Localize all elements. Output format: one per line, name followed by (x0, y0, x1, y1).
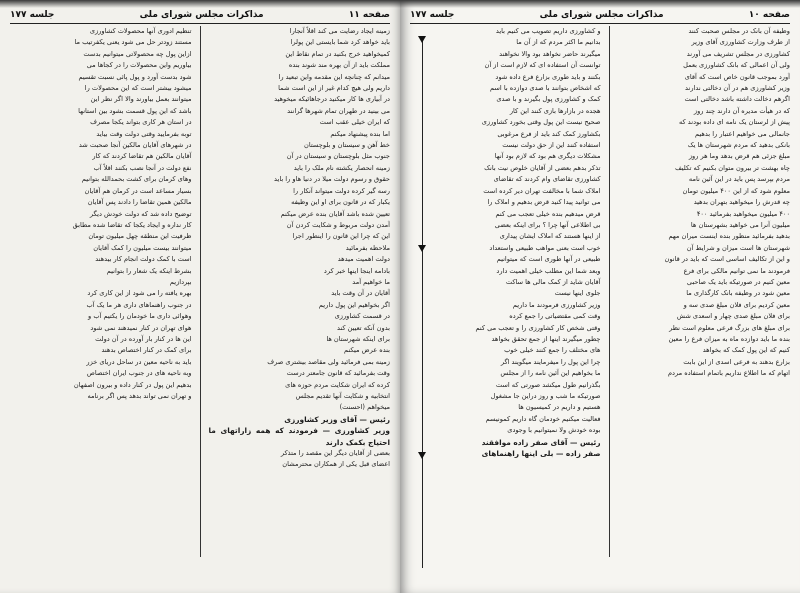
session-number: جلسه ۱۷۷ (410, 10, 455, 20)
text-line: بکشاورز کمک کند باید از فرع مرغوبی (497, 129, 601, 138)
text-line: که در هیأت مدیره آن دارند چند روز (693, 106, 790, 115)
text-line: معلوم شود که از این ۴۰۰ میلیون تومان (682, 186, 790, 195)
column-right (618, 26, 791, 557)
text-line: که ایران خیلی عقب است (319, 118, 390, 127)
text-line: ولی آن اعمالی که بانک کشاورزی بعمل (683, 61, 790, 70)
text-line: کار نداره و ایجاد یکجا که تقاضا شده مطابق (72, 220, 192, 229)
text-line: بی اطلاعی آنها چرا ؟ برای اینکه بعضی (494, 220, 601, 229)
text-line: بپردازیم (169, 277, 192, 286)
text-line: فعالیت میکنیم خودمان گاه داریم کمونیسم (485, 414, 601, 423)
text-line: در قسمت کشاورزی (334, 312, 390, 321)
text-line: آقایان مالکین هم تقاضا کردند که کار (92, 152, 192, 161)
running-title: مذاکرات مجلس شورای ملی (539, 10, 664, 20)
text-line: میتوانند بعمل بیاورند والا اگر نظر این (90, 95, 192, 104)
text-line: توضیح داده شد که دولت خودش دیگر (89, 209, 192, 218)
header-rule (10, 23, 390, 24)
text-line: کرده که ایران شکایت مردم حوزه های (285, 380, 390, 389)
text-line: بدهیم این پول در کنار داده و بیرون اصفهان (73, 380, 192, 389)
text-line: می بینید در طهران تمام شهرها گرانند (287, 106, 390, 115)
column-right (209, 26, 391, 557)
page-number: صفحه ۱۰ (748, 10, 790, 20)
margin-rule (422, 38, 423, 568)
text-line: از طرف وزارت کشاورزی آقای وزیر (691, 38, 790, 47)
text-line: بنده عرض میکنم (343, 346, 390, 355)
text-line: هجده در بازارها بازی کنند این کار (509, 106, 601, 115)
text-line: ۴۰۰ میلیون میخواهید بفرمائید ۴۰۰ (696, 209, 790, 218)
text-line: برای فلان مبلغ صدی چهار و اسعدی شش (676, 312, 790, 321)
margin-marker-icon (418, 245, 426, 252)
text-columns (428, 26, 790, 557)
text-line: بادامه اینجا اینها خبر کرد (323, 266, 390, 275)
text-line: اما بنده پیشنهاد میکنم (330, 129, 390, 138)
text-line: که اشخاص بتوانند با صدی دوازده با اسم (490, 84, 601, 93)
text-line: بوده خودش ولا نمیتوانیم با وجودی (507, 426, 601, 435)
text-line: در شهرهای آقایان مالکین آنجا صحبت شد (78, 141, 192, 150)
text-line: چطور میگیرند اینها از جمع تحقق بخواهد (491, 334, 601, 343)
text-line: معین شود در وظیفه بانک کارگذاری ما (686, 289, 790, 298)
text-line: این ها در کنار بار آورده در آن دولت (95, 334, 192, 343)
text-line: و کشاورزی داریم تصویب می کنیم باید (495, 27, 601, 35)
text-line: از اینها هستند که املاک ایشان پیداری (499, 232, 601, 241)
text-line: میتوانند بیست میلیون را کمک آقایان (93, 243, 192, 252)
text-line: چرا این پول را میفرمایند میگویند اگر (500, 357, 601, 366)
text-line: میدانم که چنانچه این مقدمه واین تبعید را (278, 72, 390, 81)
text-line: بنده ما باید دوازده ماه به میزان فرع را معین (668, 334, 790, 343)
text-line: وهای کرمان برای کشت بحمدالله بتوانیم (81, 175, 192, 184)
text-line: اگرهم دخالت داشته باشد دخالتی است (684, 95, 790, 104)
text-line: ما خواهیم آمد (352, 277, 390, 286)
text-line: توانست آن استفاده ای که لازم است از آن (484, 61, 601, 70)
text-line: برای مبلغ های بزرگ فرعی معلوم است نظر (669, 323, 790, 332)
text-line: شود بدست آورد و پول پائی نسبت تقسیم (78, 72, 192, 81)
text-line: و تهران نمی تواند بدهد پس اگر برنامه (87, 392, 192, 400)
text-columns (10, 26, 390, 557)
text-line: زمینه انحصار یکشته نام ملک را باید (293, 163, 390, 172)
text-line: تذکر بدهم بعضی از آقایان خلوص نیت بانک (484, 163, 601, 172)
text-line: چاه بهشت تر بیرون متوان بکنیم که تکلیف (674, 163, 790, 172)
text-line: جانمالی می خواهیم اعتبار را بدهیم (694, 129, 790, 138)
text-line: وزیر کشاورزی فرمودند ما داریم (512, 300, 601, 309)
text-line: هوای تهران در کنار نمیدهند نمی شود (90, 323, 192, 332)
text-line: تنظیم ادوری آنها محصولات کشاورزی (89, 27, 192, 35)
speaker-heading: صفر زاده — بلی اینها راهنماهای (481, 449, 601, 459)
text-line: رسه گیر کرده دولت میتواند آنکار را (293, 186, 390, 195)
text-line: ظرفیت این منطقه چهل میلیون تومان (88, 232, 192, 241)
text-line: نفع دولت در آنجا نصب بکنند اقلاً آب (93, 163, 192, 172)
text-line: مستند زودتر حل می شود یعنی یکفرتیب ما (74, 38, 192, 47)
text-line: کمک و کشاورزی پول بگیرند و با صدی (496, 95, 601, 104)
text-line: خط آهن و سیستان و بلوچستان (304, 141, 390, 150)
text-line: معین کنیم در صورتیکه باید یک صاحبی (686, 277, 790, 286)
speaker-heading: وزیر کشاورزی — فرمودند که همه زاراتهای ما احتیاج بکمک دارند (208, 426, 390, 447)
text-line: املاک شما با مخالفت تهران دیر کرده است (483, 186, 601, 195)
text-line: میشود بیشتر است که این محصولات را (84, 84, 192, 93)
text-line: یکبار که در قانون برای او این وظیفه (291, 198, 390, 207)
text-line: مبلغ جزئی هم قرض بدهد وما هر روز (688, 152, 790, 161)
text-line: باشد که این پول قسمت بشود بین استانها (78, 106, 192, 115)
text-line: مردم بپرسد پس باید در این آئین نامه (688, 175, 790, 184)
text-line: زمینه ایجاد رضایت می کند اقلاً آنجارا (289, 27, 390, 35)
text-line: در استان هر کاری بتواند یکجا مصرف (90, 118, 192, 127)
page-header (10, 8, 390, 22)
text-line: برای کمک در کنار اختصاص بدهند (101, 346, 192, 355)
text-line: میلیون آنرا می خواهید بشهرستان ها (690, 220, 790, 229)
text-line: بدانیم ما اکثر مردم که از آن ما (516, 38, 601, 47)
text-line: بانکی بدهید که مردم شهرستان ها یک (687, 141, 790, 150)
text-line: صحیح نیست این پول وقتی بخورد کشاورزی (481, 118, 601, 127)
text-line: استفاده کنند این از حق دولت نیست (502, 141, 601, 150)
page-10 (400, 0, 800, 593)
text-line: آمدن دولت مربوط و شکایت کردن آن (286, 220, 390, 229)
text-line: انتخابیه و شکایت آنها تقدیم مجلس (295, 392, 390, 400)
scan-shadow (400, 0, 800, 8)
text-line: آقایان در آن وقت باید (331, 289, 390, 298)
page-number: صفحه ۱۱ (348, 10, 390, 20)
text-line: در آبیاری ها کار میکنید درجاهائیکه میخوهید (274, 95, 390, 104)
text-line: جنوب مثل بلوچستان و سیستان در آن (286, 152, 390, 161)
text-line: ازاین پول چه محصولاتی میتوانیم بدست (83, 49, 192, 58)
text-line: اعضای قبل یکی از همکاران محترمشان (282, 460, 390, 469)
text-line: چه قدرش را میخواهید بتهران بدهید (693, 198, 790, 207)
text-line: فرمودند ما نمی توانیم مالکی برای فرع (683, 266, 790, 275)
session-number: جلسه ۱۷۷ (10, 10, 55, 20)
header-rule (410, 23, 790, 24)
text-line: ملاحظه بفرمائید (345, 243, 390, 252)
text-line: معین کردیم برای فلان مبلغ صدی سه و (683, 300, 790, 309)
text-line: خوب است بعنی مواهب طبیعی واستعداد (489, 243, 601, 252)
text-line: برای اینکه شهرستان ها (326, 334, 390, 343)
scan-shadow (0, 0, 400, 8)
text-line: هستیم و داریم در کمیسیون ها (518, 403, 601, 412)
text-line: میخواهم (احسنت) (339, 403, 390, 412)
text-line: باید خواهد کرد شما بایستی این پولرا (290, 38, 390, 47)
speaker-heading: رئیس — آقای صفر زاده موافقند (481, 437, 601, 447)
text-line: آقایان شاید از کمک مالی ها ساکت (505, 277, 601, 286)
text-line: پیش از لرستان یک نامه ای داده بودند که (679, 118, 790, 127)
text-line: وبه ناحیه های در جنوب ایران اختصاص (86, 369, 192, 378)
text-line: ما بخواهیم این آئین نامه را از مجلس (500, 369, 601, 378)
text-line: طبیعی در آنها طوری است که میتوانیم (496, 255, 601, 264)
text-line: بزارع بدهند به فرعی اسدی از این بابت (683, 357, 790, 366)
text-line: در جنوب راهنماهای داری هر ما یک آب (86, 300, 192, 309)
text-line: است با کمک دولت انجام کار بیدهند (95, 255, 192, 264)
margin-marker-icon (418, 36, 426, 43)
text-line: وهوائی داری ما خودمان را یکتیم آب و (88, 312, 192, 321)
text-line: کشاورزی در مجلس تشریف می آورند (686, 49, 790, 58)
text-line: صورتیکه ما شب و روز دراین جا مشغول (490, 392, 601, 400)
text-line: اتهام که ما اطلاع نداریم باتمام استفاده مردم (667, 369, 790, 378)
text-line: می توانید پیدا کنید قرض بدهیم و املاک را (487, 198, 601, 207)
text-line: مشکلات دیگری هم بود که لازم بود آنها (494, 152, 601, 161)
text-line: زمینه بمی فرمائید ولی مقاصد بیشتری صرف (267, 357, 390, 366)
text-line: آورد بموجب قانون خاص است که آقای (684, 72, 790, 81)
text-line: جلوی اینها نیست (554, 289, 601, 298)
text-line: مملکت باید از آن بهره مند شوند بنده (288, 61, 390, 70)
text-line: بشرط اینکه یک شعار را بتوانیم (106, 266, 192, 275)
running-title: مذاکرات مجلس شورای ملی (139, 10, 264, 20)
text-line: دولت اهمیت میدهد (337, 255, 390, 264)
text-line: بگذرانیم طول میکشد صورتی که است (495, 380, 601, 389)
column-left (428, 26, 601, 557)
text-line: بیاوریم واین محصولات را در کجاها می (86, 61, 192, 70)
text-line: مالکین همین تقاضا را دادند پس آقایان (87, 198, 192, 207)
text-line: های مختلف را جمع کنند خیلی خوب (504, 346, 601, 355)
text-line: وقتی شخص کار کشاورزی را و تعجب می کنم (475, 323, 601, 332)
text-line: بکنند و باید طوری بزارع فرع داده شود (495, 72, 601, 81)
text-line: کشاورزی تقاضای وام کردند که تقاضای (493, 175, 601, 184)
margin-marker-icon (418, 452, 426, 459)
text-line: داریم ولی هیچ کدام غیر از این است شما (278, 84, 390, 93)
text-line: وظیفه آن بانک در مجلس صحبت کنند (688, 27, 790, 35)
text-line: وقت کمی مقتضیاتی را جمع کرده (509, 312, 601, 321)
text-line: اگر بخواهیم این پول داریم (318, 300, 390, 309)
text-line: قرض میدهیم بنده خیلی تعجب می کنم (495, 209, 601, 218)
column-divider (200, 26, 201, 557)
text-line: باید به ناحیه معین در ساحل دریای خزر (86, 357, 192, 366)
column-left (10, 26, 192, 557)
text-line: بعضی از آقایان دیگر این مقصد را متذکر (280, 449, 390, 458)
text-line: بدون آنکه تعیین کند (336, 323, 390, 332)
text-line: وبعد شما این مطلب خیلی اهمیت دارد (496, 266, 601, 275)
text-line: شهرستان ها است میزان و شرایط آن (686, 243, 790, 252)
text-line: تعیین شده باشد آقایان بنده عرض میکنم (280, 209, 390, 218)
text-line: حقوق و رسوم دولت میلا در دنیا هاو را باید (274, 175, 390, 184)
text-line: توبه بفرمایید وقتی دولت وقت بیاید (96, 129, 192, 138)
text-line: بهره یافته را می شود از این کاری کرد (87, 289, 192, 298)
text-line: میگیرند حاضر نخواهد بود والا نخواهند (499, 49, 601, 58)
text-line: این که چرا این قانون را اینطور اجرا (292, 232, 390, 241)
text-line: و این از تکالیف اساسی است که باید در قانون (664, 255, 790, 264)
page-header (410, 8, 790, 22)
text-line: بدهید بفرمائید منظور بنده اینست میران مهم (668, 232, 790, 241)
text-line: وزیر کشاورزی هم در آن دخالتی ندارند (685, 84, 790, 93)
text-line: وقت بفرمائید که قانون جامعتر درست (286, 369, 390, 378)
column-divider (609, 26, 610, 557)
text-line: کمیخواهید خرج بکنید در تمام نقاط این (285, 49, 390, 58)
text-line: بسیار مساعد است در کرمان هم آقایان (84, 186, 192, 195)
text-line: کنیم که این پول کمک که بخواهد (702, 346, 790, 355)
speaker-heading: رئیس — آقای وزیر کشاورزی (284, 414, 390, 424)
